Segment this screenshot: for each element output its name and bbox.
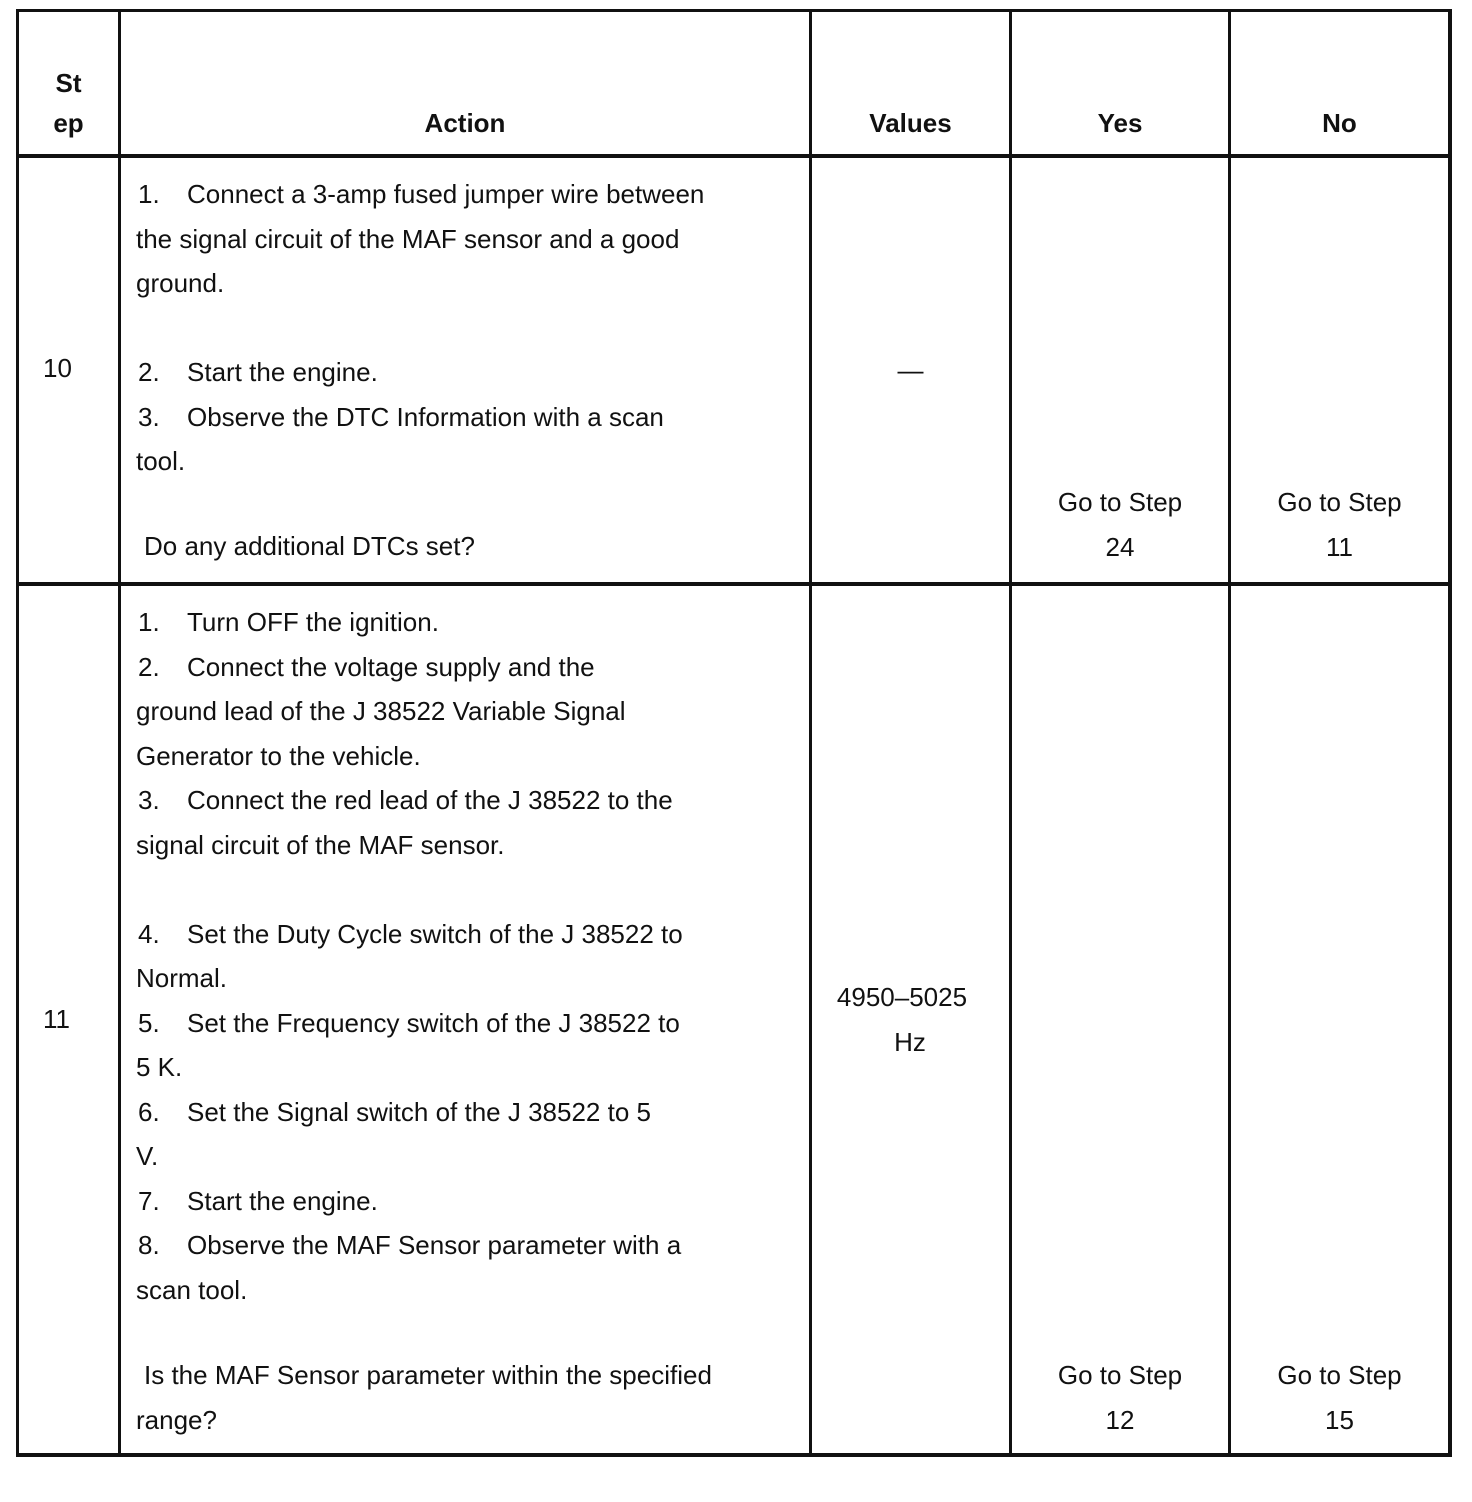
action-line: 1. Connect a 3-amp fused jumper wire between — [138, 179, 705, 209]
action-line: ground. — [136, 268, 225, 298]
yes-label: Go to Step — [1057, 1360, 1183, 1390]
table-border-left — [16, 9, 19, 1457]
no-label: Go to Step — [1277, 487, 1402, 517]
action-line: 5. Set the Frequency switch of the J 38522 to — [138, 1007, 680, 1038]
table-border-right — [1448, 9, 1452, 1457]
action-line: scan tool. — [136, 1274, 248, 1305]
yes-label: Go to Step — [1057, 487, 1183, 517]
header-step-line-1: St — [55, 68, 82, 98]
header-yes: Yes — [1097, 108, 1143, 138]
action-steps — [136, 172, 704, 484]
no-step: 11 — [1326, 531, 1353, 562]
value-unit: Hz — [894, 1026, 926, 1057]
column-divider-step — [118, 9, 121, 1457]
header-divider — [16, 154, 1452, 158]
header-action: Action — [424, 108, 506, 138]
action-line: 1. Turn OFF the ignition. — [138, 607, 439, 637]
no-cell — [1231, 1353, 1448, 1442]
column-divider-yes — [1228, 9, 1231, 1457]
action-line: 2. Start the engine. — [138, 357, 378, 387]
action-line: Normal. — [136, 963, 228, 993]
question-text — [136, 1353, 712, 1442]
header-no: No — [1322, 108, 1357, 138]
column-divider-action — [809, 9, 812, 1457]
action-line: V. — [136, 1141, 159, 1171]
step-number: 10 — [43, 353, 72, 383]
action-line: 3. Connect the red lead of the J 38522 to the — [138, 785, 673, 815]
action-line: signal circuit of the MAF sensor. — [136, 829, 505, 860]
no-cell — [1231, 480, 1448, 569]
table-border-bottom — [16, 1453, 1452, 1457]
question-line-2: range? — [136, 1404, 217, 1435]
action-line: 7. Start the engine. — [138, 1185, 378, 1216]
table-border-top — [16, 9, 1452, 12]
step-number: 11 — [43, 1004, 70, 1034]
action-steps — [136, 600, 683, 1312]
action-line: 4. Set the Duty Cycle switch of the J 38522 to — [138, 918, 683, 949]
action-line: 2. Connect the voltage supply and the — [138, 651, 595, 682]
question-line-1: Is the MAF Sensor parameter within the specified — [144, 1360, 712, 1390]
yes-cell — [1012, 480, 1228, 569]
header-values: Values — [869, 108, 952, 138]
action-line: ground lead of the J 38522 Variable Signal — [136, 696, 626, 726]
yes-step: 12 — [1105, 1404, 1135, 1435]
action-line: 8. Observe the MAF Sensor parameter with a — [138, 1230, 682, 1260]
yes-cell — [1012, 1353, 1228, 1442]
header-step — [19, 63, 118, 143]
header-step-line-2: ep — [53, 108, 84, 138]
row-divider — [16, 582, 1452, 586]
action-line: 3. Observe the DTC Information with a scan — [138, 401, 664, 432]
action-line: 6. Set the Signal switch of the J 38522 to 5 — [138, 1096, 651, 1127]
diagnostic-table — [16, 9, 1452, 1457]
action-line: 5 K. — [136, 1052, 183, 1082]
action-line: Generator to the vehicle. — [136, 740, 421, 771]
action-line: tool. — [136, 446, 186, 476]
value-cell — [812, 975, 992, 1064]
value-range: 4950–5025 — [836, 982, 968, 1012]
yes-step: 24 — [1105, 531, 1135, 562]
value-cell: — — [897, 355, 924, 385]
column-divider-values — [1009, 9, 1012, 1457]
question-text: Do any additional DTCs set? — [144, 531, 475, 561]
action-line: the signal circuit of the MAF sensor and a good — [136, 223, 680, 254]
no-step: 15 — [1325, 1404, 1354, 1435]
no-label: Go to Step — [1277, 1360, 1402, 1390]
